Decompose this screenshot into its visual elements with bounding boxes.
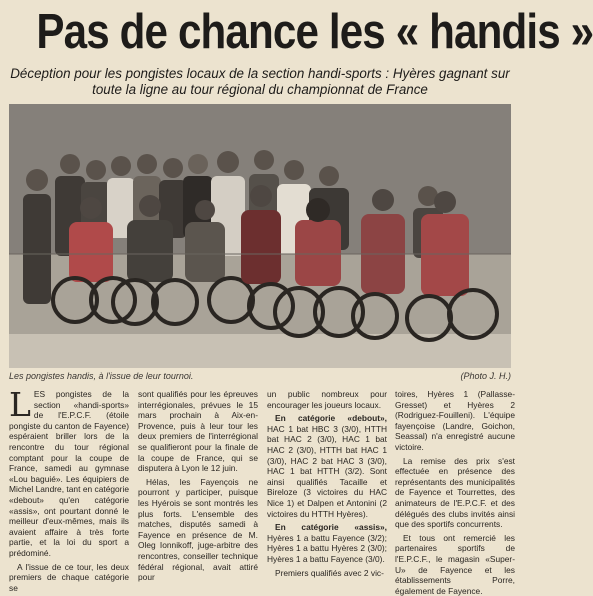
- group-photo: [9, 104, 511, 368]
- paragraph: un public nombreux pour encourager les joueurs locaux.: [267, 389, 387, 410]
- paragraph: A l'issue de ce tour, les deux premiers de chaque catégorie se: [9, 561, 129, 593]
- paragraph: Hélas, les Fayençois ne pourront y participer, puisque les Hyérois se sont montrés les plus forts. L'ensemble des matches, disputés samedi à Fayence en présence de M. Oleg Ionnikoff, juge-arbitre des rencontres, conseiller technique fédéral régional, avait attiré pour: [138, 476, 258, 583]
- article-column-4: [395, 389, 515, 596]
- deck-subtitle: Déception pour les pongistes locaux de la section handi-sports : Hyères gagnant sur toute la ligne au tour régional du championnat de France: [10, 66, 510, 97]
- article-column-1: [9, 385, 129, 593]
- subhead-assis: En catégorie «assis»,: [275, 522, 387, 533]
- subhead-debout: En catégorie «debout»,: [275, 413, 387, 424]
- paragraph: En catégorie «debout», HAC 1 bat HBC 3 (3/0), HTTH bat HAC 2 (3/0), HAC 1 bat HAC 2 (3/0), HTTH bat HAC 1 (3/0), HAC 2 bat HAC 3 (3/0), HAC 1 bat HTTH (3/2). Sont ainsi qualifiés Tacaille et Bireloze (3 victoires du HAC Nice 1) et Dalpen et Antonini (2 victoires du HTTH Hyères).: [267, 413, 387, 519]
- article-body: [9, 385, 515, 596]
- drop-cap: L: [9, 385, 31, 424]
- photo-caption: Les pongistes handis, à l'issue de leur tournoi.: [9, 371, 194, 381]
- paragraph: LES pongistes de la section «handi-sports» de l'E.P.C.F. (étoile pongiste du canton de Fayence) espéraient briller lors de la rencontre du tour régional comptant pour la coupe de France, samedi au gymnase «Lou baguié». Les équipiers de Michel Landre, tant en catégorie «debout» qu'en catégorie «assis», ont pourtant donné le meilleur d'eux-mêmes, mais ils avaient affaire à très forte partie, et la loi du sport a prédominé.: [9, 385, 129, 558]
- paragraph: Et tous ont remercié les partenaires sportifs de l'E.P.C.F., le magasin «Super-U» de Fayence et les établissements Porre, également de Fayence.: [395, 532, 515, 596]
- photo-caption-row: [9, 369, 511, 383]
- paragraph: La remise des prix s'est effectuée en présence des représentants des municipalités de Fayence et Tourrettes, des animateurs de l'E.P.C.F. et des délégués des clubs invités ainsi que des sportifs concurrents.: [395, 455, 515, 530]
- paragraph: toires, Hyères 1 (Pallasse-Gresset) et Hyères 2 (Rodriguez-Fouilleni). L'équipe fayençoise (Landre, Goichon, Seassal) n'a enregistré aucune victoire.: [395, 389, 515, 452]
- headline: Pas de chance les « handis »: [36, 5, 593, 59]
- article-column-2: [138, 389, 258, 583]
- paragraph: sont qualifiés pour les épreuves interrégionales, prévues le 15 mars prochain à Aix-en-Provence, puis à leur tour les deux premiers de l'interrégional se qualifieront pour la finale de la coupe de France, qui se disputera à Lyon le 12 juin.: [138, 389, 258, 474]
- article-column-3: [267, 389, 387, 578]
- paragraph: Premiers qualifiés avec 2 vic-: [275, 567, 384, 578]
- paragraph: En catégorie «assis», Hyères 1 a battu Fayence (3/2); Hyères 1 a battu Hyères 2 (3/0); Hyères 1 a battu Fayence (3/0).: [267, 522, 387, 564]
- photo-credit: (Photo J. H.): [460, 371, 511, 381]
